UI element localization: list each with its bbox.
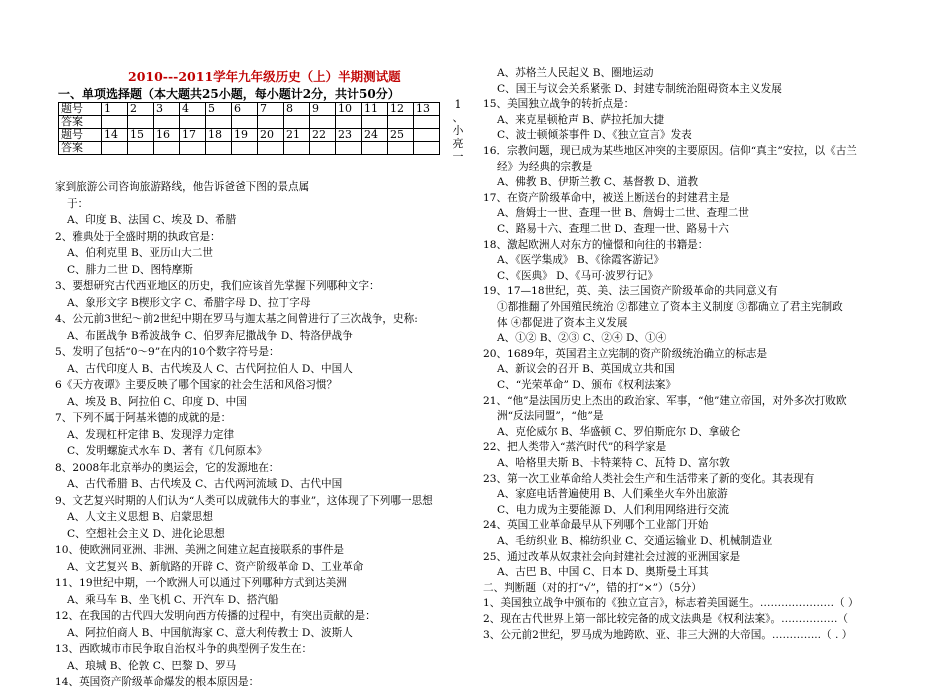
text-line: C、路易十六、查理二世 D、查理一世、路易十六 [497,223,729,235]
question-number-cell: 8 [284,103,310,116]
text-line: 17、在资产阶级革命中，被送上断送台的封建君主是 [483,191,730,204]
text-line: 21、“他”是法国历史上杰出的政治家、军事，“他”建立帝国，对外多次打败欧 [483,394,847,407]
question-number-cell: 13 [414,103,440,116]
question-number-cell: 16 [154,129,180,142]
exam-title: 2010---2011学年九年级历史（上）半期测试题 [128,69,401,84]
side-text-column [452,98,464,163]
text-line: A、古代印度人 B、古代埃及人 C、古代阿拉伯人 D、中国人 [67,362,353,375]
text-line: 11、19世纪中期，一个欧洲人可以通过下列哪种方式到达美洲 [55,577,347,589]
text-line: 2、现在古代世界上第一部比较完备的成文法典是《权利法案》。…………….（ [483,613,848,625]
text-line: 15、美国独立战争的转折点是： [483,98,635,111]
text-line: C、发明螺旋式水车 D、著有《几何原本》 [67,445,268,457]
question-number-cell: 12 [388,103,414,116]
text-line: A、毛纺织业 B、棉纺织业 C、交通运输业 D、机械制造业 [497,535,773,547]
answer-cell [206,116,232,129]
answer-cell [414,116,440,129]
text-line: A、布匿战争 B希波战争 C、伯罗奔尼撒战争 D、特洛伊战争 [67,329,353,342]
answer-cell [336,142,362,155]
question-number-cell: 24 [362,129,388,142]
question-number-cell: 9 [310,103,336,116]
text-line: 体 ④都促进了资本主义发展 [497,316,628,329]
answer-cell [258,116,284,129]
text-line: C、空想社会主义 D、进化论思想 [67,527,225,540]
answer-table-row-answers-2 [59,142,440,155]
text-line: C、国王与议会关系紧张 D、封建专制统治阻碍资本主义发展 [497,82,782,95]
text-line: C、“光荣革命” D、颁布《权利法案》 [497,379,677,391]
text-line: A、文艺复兴 B、新航路的开辟 C、资产阶级革命 D、工业革命 [67,560,364,573]
text-line: A、发现杠杆定律 B、发现浮力定律 [67,428,235,441]
question-number-cell: 23 [336,129,362,142]
text-line: 18、激起欧洲人对东方的憧憬和向往的书籍是： [483,238,709,251]
text-line: 家到旅游公司咨询旅游路线，他告诉爸爸下图的景点属 [55,181,310,193]
text-line: 洲“反法同盟”，“他”是 [497,410,604,423]
text-line: A、印度 B、法国 C、埃及 D、希腊 [67,214,237,226]
text-line: 25、通过改革从奴隶社会向封建社会过渡的亚洲国家是 [483,550,741,563]
answer-cell [310,116,336,129]
answer-table [58,102,440,155]
question-number-cell: 18 [206,129,232,142]
text-line: ①都推翻了外国殖民统治 ②都建立了资本主义制度 ③都确立了君主宪制政 [497,301,843,313]
text-line: A、古巴 B、中国 C、日本 D、奥斯曼土耳其 [497,566,709,579]
text-line: A、埃及 B、阿拉伯 C、印度 D、中国 [67,395,247,408]
text-line: 12、在我国的古代四大发明向西方传播的过程中，有突出贡献的是： [55,610,376,622]
text-line: 23、第一次工业革命给人类社会生产和生活带来了新的变化。其表现有 [483,472,815,485]
side-char: 1 [454,98,462,111]
text-line: A、伯利克里 B、亚历山大二世 [67,247,213,259]
answer-cell [102,116,128,129]
side-char: 、 [452,111,464,124]
answer-cell [180,116,206,129]
answer-cell [180,142,206,155]
answer-table-row-numbers-1 [59,103,440,116]
answer-cell [128,116,154,129]
answer-cell [284,116,310,129]
question-number-cell: 15 [128,129,154,142]
text-line: A、人文主义思想 B、启蒙思想 [67,511,213,523]
answer-cell [284,142,310,155]
question-number-cell: 20 [258,129,284,142]
answer-cell [206,142,232,155]
text-line: 2、雅典处于全盛时期的执政官是： [55,230,221,243]
answer-table-row-answers-1 [59,116,440,129]
answer-cell [232,142,258,155]
text-line: 7、下列不属于阿基米德的成就的是： [55,412,232,424]
question-number-cell: 3 [154,103,180,116]
question-number-cell: 21 [284,129,310,142]
text-line: A、家庭电话普遍使用 B、人们乘坐火车外出旅游 [497,488,728,501]
question-number-cell: 2 [128,103,154,116]
text-line: A、①② B、②③ C、②④ D、①④ [497,332,667,345]
text-line: 6《天方夜谭》主要反映了哪个国家的社会生活和风俗习惯？ [55,379,338,391]
text-line: C、腓力二世 D、图特摩斯 [67,263,193,276]
answer-cell [232,116,258,129]
text-line: 10、使欧洲同亚洲、非洲、美洲之间建立起直接联系的事件是 [55,544,344,556]
side-char: 小 [452,124,464,137]
text-line: 16．宗教问题，现已成为某些地区冲突的主要原因。信仰“真主”安拉，以《古兰 [483,145,857,157]
text-line: 于： [67,197,89,210]
section-heading-multiple-choice: 一、单项选择题（本大题共25小题，每小题计2分，共计50分） [58,87,400,101]
text-line: 13、西欧城市市民争取自治权斗争的典型例子发生在： [55,643,313,655]
text-line: 9、文艺复兴时期的人们认为“人类可以成就伟大的事业”，这体现了下列哪一思想 [55,494,433,507]
answer-cell [154,116,180,129]
question-number-cell: 5 [206,103,232,116]
question-number-cell: 4 [180,103,206,116]
text-line: 19、17—18世纪，英、美、法三国资产阶级革命的共同意义有 [483,285,778,298]
text-line: A、《医学集成》 B、《徐霞客游记》 [497,254,665,267]
text-line: A、詹姆士一世、查理一世 B、詹姆士二世、查理二世 [497,207,749,220]
answer-cell [310,142,336,155]
text-line: 4、公元前3世纪～前2世纪中期在罗马与迦太基之间曾进行了三次战争，史称: [55,313,418,325]
text-line: 二、判断题（对的打“√”，错的打“×”）（5分） [483,581,702,594]
text-line: C、《医典》 D、《马可·波罗行记》 [497,269,659,282]
text-line: A、阿拉伯商人 B、中国航海家 C、意大利传教士 D、波斯人 [67,626,353,639]
question-number-cell: 19 [232,129,258,142]
text-line: 经》为经典的宗教是 [497,160,593,173]
text-line: A、乘马车 B、坐飞机 C、开汽车 D、搭汽船 [67,593,279,606]
answer-cell [258,142,284,155]
text-line: 3、公元前2世纪，罗马成为地跨欧、亚、非三大洲的大帝国。…………..（ . ） [483,628,853,641]
row-label: 答案 [59,142,102,155]
text-line: 20、1689年，英国君主立宪制的资产阶级统治确立的标志是 [483,347,768,360]
answer-table-row-numbers-2 [59,129,440,142]
side-char: 一 [452,150,464,163]
answer-cell [336,116,362,129]
question-number-cell: 7 [258,103,284,116]
text-line: 24、英国工业革命最早从下列哪个工业部门开始 [483,519,709,532]
answer-cell [154,142,180,155]
text-line: A、哈格里夫斯 B、卡特莱特 C、瓦特 D、富尔敦 [497,457,730,469]
question-number-cell: 17 [180,129,206,142]
question-number-cell: 6 [232,103,258,116]
question-number-cell: 10 [336,103,362,116]
text-line: 1、美国独立战争中颁布的《独立宣言》，标志着美国诞生。…………………（ ） [483,597,859,610]
text-line: 3、要想研究古代西亚地区的历史，我们应该首先掌握下列哪种文字： [55,280,380,292]
text-line: 8、2008年北京举办的奥运会，它的发源地在： [55,461,280,474]
question-number-cell: 11 [362,103,388,116]
text-line: A、象形文字 B楔形文字 C、希腊字母 D、拉丁字母 [67,296,311,309]
answer-cell [362,142,388,155]
question-number-cell: 1 [102,103,128,116]
question-number-cell: 22 [310,129,336,142]
question-number-cell: 25 [388,129,414,142]
text-line: 5、发明了包括“0～9”在内的10个数字符号是： [55,346,280,358]
answer-cell [388,116,414,129]
empty-cell [414,129,440,142]
text-line: A、苏格兰人民起义 B、圈地运动 [497,67,654,79]
text-line: 14、英国资产阶级革命爆发的根本原因是： [55,676,260,688]
text-line: A、琅城 B、伦敦 C、巴黎 D、罗马 [67,659,237,672]
empty-cell [414,142,440,155]
question-number-cell: 14 [102,129,128,142]
text-line: A、古代希腊 B、古代埃及 C、古代两河流域 D、古代中国 [67,478,343,490]
text-line: A、来克星顿枪声 B、萨拉托加大捷 [497,113,665,126]
answer-cell [128,142,154,155]
answer-cell [388,142,414,155]
row-label: 题号 [59,129,102,142]
text-line: 22、把人类带入“蒸汽时代”的科学家是 [483,441,667,454]
row-label: 题号 [59,103,102,116]
text-line: A、克伦威尔 B、华盛顿 C、罗伯斯庇尔 D、拿破仑 [497,425,741,438]
side-char: 亮 [452,137,464,150]
text-line: C、波士顿倾茶事件 D、《独立宣言》发表 [497,129,692,142]
row-label: 答案 [59,116,102,129]
text-line: C、电力成为主要能源 D、人们利用网络进行交流 [497,503,729,516]
answer-cell [362,116,388,129]
answer-cell [102,142,128,155]
text-line: A、新议会的召开 B、英国成立共和国 [497,363,675,376]
text-line: A、佛教 B、伊斯兰教 C、基督教 D、道教 [497,176,699,189]
